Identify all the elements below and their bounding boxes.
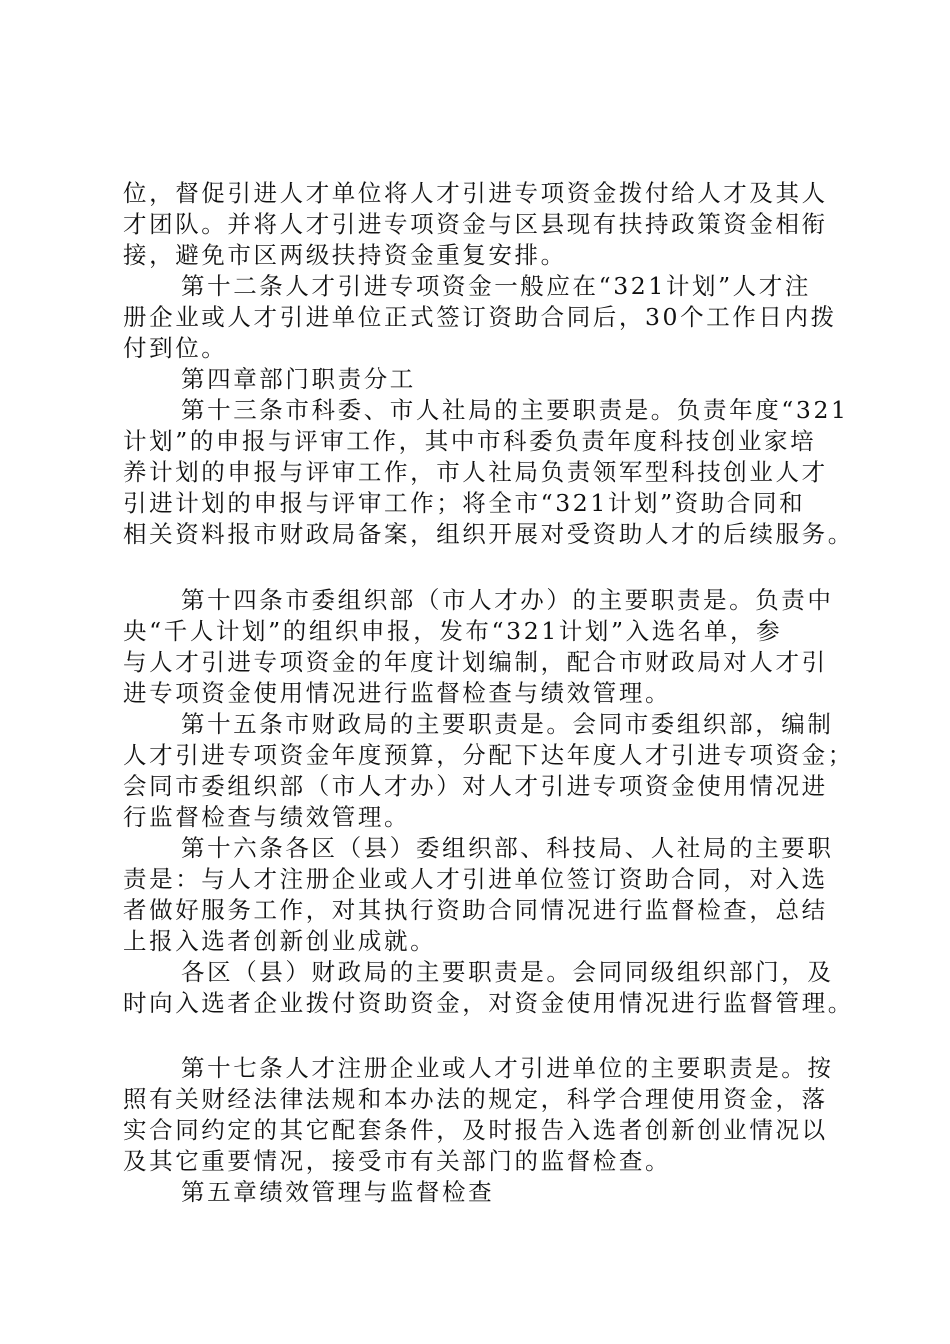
text-line: 接，避免市区两级扶持资金重复安排。 [123,241,567,269]
text-line: 上报入选者创新创业成就。 [123,927,437,955]
text-line: 及其它重要情况，接受市有关部门的监督检查。 [123,1147,672,1175]
text-line: 册企业或人才引进单位正式签订资助合同后，30个工作日内拨 [123,303,837,331]
text-line: 责是：与人才注册企业或人才引进单位签订资助合同，对入选 [123,865,828,893]
text-line: 计划”的申报与评审工作，其中市科委负责年度科技创业家培 [123,427,817,455]
text-line: 引进计划的申报与评审工作；将全市“321计划”资助合同和 [123,489,806,517]
text-line: 付到位。 [123,334,228,362]
text-line: 央“千人计划”的组织申报，发布“321计划”入选名单，参 [123,617,783,645]
text-line: 人才引进专项资金年度预算，分配下达年度人才引进专项资金； [123,741,854,769]
text-line: 实合同约定的其它配套条件，及时报告入选者创新创业情况以 [123,1116,828,1144]
text-line: 相关资料报市财政局备案，组织开展对受资助人才的后续服务。 [123,520,854,548]
chapter-5-heading: 第五章绩效管理与监督检查 [181,1178,495,1206]
chapter-4-heading: 第四章部门职责分工 [181,365,416,393]
article-13-heading-line: 第十三条市科委、市人社局的主要职责是。负责年度“321 [181,396,849,424]
text-line: 进专项资金使用情况进行监督检查与绩效管理。 [123,679,672,707]
text-line: 照有关财经法律法规和本办法的规定，科学合理使用资金，落 [123,1085,828,1113]
text-line: 与人才引进专项资金的年度计划编制，配合市财政局对人才引 [123,648,828,676]
text-line: 会同市委组织部（市人才办）对人才引进专项资金使用情况进 [123,772,828,800]
article-12-heading-line: 第十二条人才引进专项资金一般应在“321计划”人才注 [181,272,811,300]
text-line: 时向入选者企业拨付资助资金，对资金使用情况进行监督管理。 [123,989,854,1017]
text-line: 行监督检查与绩效管理。 [123,803,411,831]
text-line: 位，督促引进人才单位将人才引进专项资金拨付给人才及其人 [123,179,828,207]
text-line: 养计划的申报与评审工作，市人社局负责领军型科技创业人才 [123,458,828,486]
article-16-heading-line: 第十六条各区（县）委组织部、科技局、人社局的主要职 [181,834,834,862]
article-15-heading-line: 第十五条市财政局的主要职责是。会同市委组织部，编制 [181,710,834,738]
text-line: 者做好服务工作，对其执行资助合同情况进行监督检查，总结 [123,896,828,924]
text-line: 才团队。并将人才引进专项资金与区县现有扶持政策资金相衔 [123,210,828,238]
article-17-heading-line: 第十七条人才注册企业或人才引进单位的主要职责是。按 [181,1054,834,1082]
article-14-heading-line: 第十四条市委组织部（市人才办）的主要职责是。负责中 [181,586,834,614]
district-finance-paragraph-line: 各区（县）财政局的主要职责是。会同同级组织部门，及 [181,958,834,986]
